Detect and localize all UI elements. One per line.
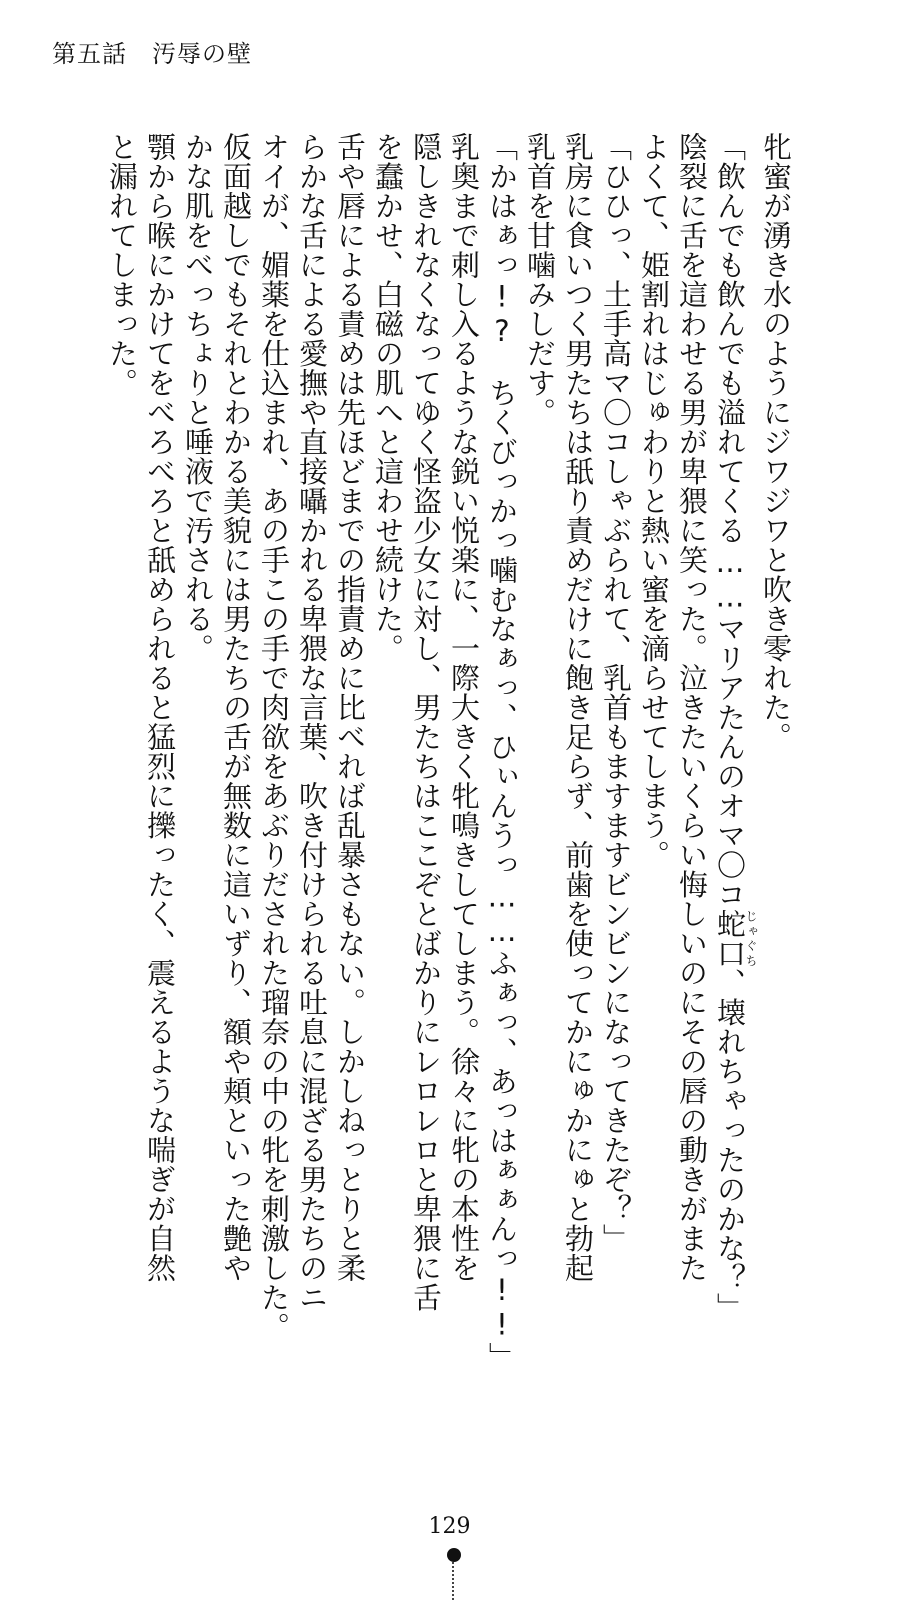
- text-line: 乳奥まで刺し入るような鋭い悦楽に、一際大きく牝鳴きしてしまう。徐々に牝の本性を: [447, 132, 481, 1283]
- text-line: 舌や唇による責めは先ほどまでの指責めに比べれば乱暴さもない。しかしねっとりと柔: [333, 132, 367, 1283]
- page-number: 129: [428, 1514, 471, 1539]
- body-text: [20, 132, 795, 1392]
- chapter-header: 第五話 汚辱の壁: [52, 40, 252, 68]
- text-line: を蠢かせ、白磁の肌へと這わせ続けた。: [371, 132, 405, 663]
- text-line: 「飲んでも飲んでも溢れてくる……マリアたんのオマ〇コ蛇口じゃぐち、壊れちゃったのかな？」: [713, 132, 758, 1322]
- ruby-reading: じゃぐち: [744, 909, 758, 968]
- text-line: 陰裂に舌を這わせる男が卑猥に笑った。泣きたいくらい悔しいのにその唇の動きがまた: [675, 132, 709, 1283]
- text-line: オイが、媚薬を仕込まれ、あの手この手で肉欲をあぶりだされた瑠奈の中の牝を刺激した。: [257, 132, 291, 1342]
- text-line: 牝蜜が湧き水のようにジワジワと吹き零れた。: [759, 132, 793, 752]
- text-line: かな肌をべっちょりと唾液で汚される。: [181, 132, 215, 663]
- page-marker-line: [452, 1562, 456, 1600]
- text-line: と漏れてしまった。: [105, 132, 139, 398]
- text-line: 仮面越しでもそれとわかる美貌には男たちの舌が無数に這いずり、額や頬といった艶や: [219, 132, 253, 1283]
- text-line: らかな舌による愛撫や直接囁かれる卑猥な言葉、吹き付けられる吐息に混ざる男たちのニ: [295, 132, 329, 1312]
- text-line: 乳首を甘噛みしだす。: [523, 132, 557, 427]
- text-line: 「かはぁっ!? ちくびっかっ噛むなぁっ、ひぃんうっ……ふぁっ、あっはぁぁんっ!!」: [485, 132, 519, 1372]
- text-line: 「ひひっ、土手高マ〇コしゃぶられて、乳首もますますビンビンになってきたぞ？」: [599, 132, 633, 1253]
- text-line: よくて、姫割れはじゅわりと熱い蜜を滴らせてしまう。: [637, 132, 671, 870]
- text-line: 顎から喉にかけてをべろべろと舐められると猛烈に擽ったく、震えるような喘ぎが自然: [143, 132, 177, 1283]
- text-line: 隠しきれなくなってゆく怪盗少女に対し、男たちはここぞとばかりにレロレロと卑猥に舌: [409, 132, 443, 1312]
- text-line: 乳房に食いつく男たちは舐り責めだけに飽き足らず、前歯を使ってかにゅかにゅと勃起: [561, 132, 595, 1283]
- ruby-annotation: 蛇口じゃぐち: [713, 909, 758, 968]
- page-marker-dot: [447, 1548, 461, 1562]
